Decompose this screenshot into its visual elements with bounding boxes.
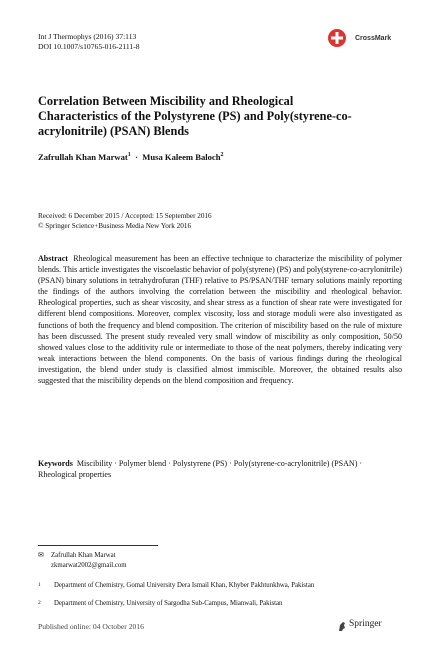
article-title: Correlation Between Miscibility and Rheological Characteristics of the Polystyrene (PS) and Poly(styrene-co-acrylonitrile) (PSAN) Blends xyxy=(38,94,352,138)
springer-horse-icon xyxy=(337,620,347,632)
keywords-label: Keywords xyxy=(38,459,73,468)
affiliation-1-num: 1 xyxy=(38,582,41,588)
affiliation-2 xyxy=(38,599,282,608)
publication-dates xyxy=(38,211,212,231)
contact-name: Zafrullah Khan Marwat xyxy=(51,552,116,559)
received-accepted: Received: 6 December 2015 / Accepted: 15 September 2016 xyxy=(38,212,212,220)
affiliation-1-text: Department of Chemistry, Gomal University Dera Ismail Khan, Khyber Pakhtunkhwa, Pakistan xyxy=(54,582,315,589)
author-list xyxy=(38,152,224,162)
abstract-text: Rheological measurement has been an effective technique to characterize the miscibility of polymer blends. This article investigates the viscoelastic behavior of poly(styrene) (PS) and poly(styrene-co-acrylonitrile) (PSAN) binary solutions in tetrahydrofuran (THF) relative to PS/PSAN/THF ternary solutions mainly reporting the findings of the authors involving the correlation between the miscibility and rheological behavior. Rheological properties, such as shear viscosity, and shear stress as a function of shear rate were investigated for different blend compositions. Moreover, complex viscosity, loss and storage moduli were also investigated as functions of both the frequency and blend composition. The criterion of miscibility based on the rule of mixture has been discussed. The present study revealed very small window of miscibility as only composition, 50/50 showed values close to the additivity rule or intermediate to those of the neat polymers, thereby indicating very weak interactions between the blend components. On the basis of various findings during the rheological investigation, the blend under study is classified almost immiscible. Moreover, the obtained results also suggested that the miscibility depends on the blend composition and frequency. xyxy=(38,254,402,386)
crossmark-label[interactable]: CrossMark xyxy=(355,35,392,42)
author-1-affil: 1 xyxy=(127,152,131,159)
footnote-rule xyxy=(38,545,158,546)
abstract xyxy=(38,253,402,386)
abstract-label: Abstract xyxy=(38,254,68,263)
journal-citation: Int J Thermophys (2016) 37:113 xyxy=(38,32,137,41)
contact-email[interactable]: zkmarwat2002@gmail.com xyxy=(51,561,127,569)
affiliation-2-num: 2 xyxy=(38,600,41,606)
envelope-icon: ✉ xyxy=(38,552,44,559)
keywords xyxy=(38,458,402,480)
author-1[interactable]: Zafrullah Khan Marwat xyxy=(38,152,128,162)
journal-doi[interactable]: DOI 10.1007/s10765-016-2111-8 xyxy=(38,42,140,51)
author-2[interactable]: Musa Kaleem Baloch xyxy=(142,152,221,162)
author-2-affil: 2 xyxy=(220,152,224,159)
keywords-text: Miscibility · Polymer blend · Polystyrene (PS) · Poly(styrene-co-acrylonitrile) (PSAN) · Rheological properties xyxy=(38,459,363,480)
publisher-logo-text: Springer xyxy=(349,619,382,629)
affiliation-2-text: Department of Chemistry, University of Sargodha Sub-Campus, Mianwali, Pakistan xyxy=(54,600,283,607)
published-online: Published online: 04 October 2016 xyxy=(38,622,144,631)
copyright: © Springer Science+Business Media New York 2016 xyxy=(38,222,192,230)
corresponding-author xyxy=(38,551,127,570)
affiliation-1 xyxy=(38,581,314,590)
author-separator: · xyxy=(135,152,138,162)
journal-header xyxy=(38,32,140,52)
